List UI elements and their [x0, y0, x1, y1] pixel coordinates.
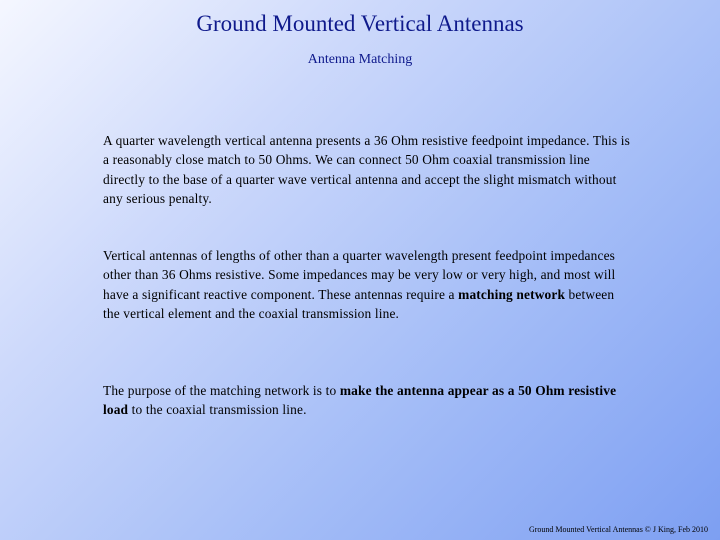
slide-subtitle: Antenna Matching: [307, 52, 413, 67]
paragraph-purpose: [103, 381, 633, 420]
emphasis-resistive-load: make the antenna appear as a 50 Ohm resistive load: [103, 383, 617, 418]
paragraph-other-lengths: [103, 246, 633, 323]
slide-footer: Ground Mounted Vertical Antennas © J King, Feb 2010: [528, 525, 708, 534]
emphasis-matching-network: matching network: [458, 286, 566, 302]
slide-title: Ground Mounted Vertical Antennas: [196, 11, 524, 36]
paragraph-text: to the coaxial transmission line.: [128, 402, 307, 418]
paragraph-text: Vertical antennas of lengths of other than a quarter wavelength present feedpoint impedances other than 36 Ohms resistive. Some impedances may be very low or very high, and most will have a significant reactive component. These antennas require a: [103, 248, 616, 302]
paragraph-quarter-wave: A quarter wavelength vertical antenna presents a 36 Ohm resistive feedpoint impedance. This is a reasonably close match to 50 Ohms. We can connect 50 Ohm coaxial transmission line directly to the base of a quarter wave vertical antenna and accept the slight mismatch without any serious penalty.: [103, 133, 630, 206]
paragraph-text: between the vertical element and the coaxial transmission line.: [103, 286, 615, 321]
paragraph-text: The purpose of the matching network is to: [103, 383, 340, 398]
